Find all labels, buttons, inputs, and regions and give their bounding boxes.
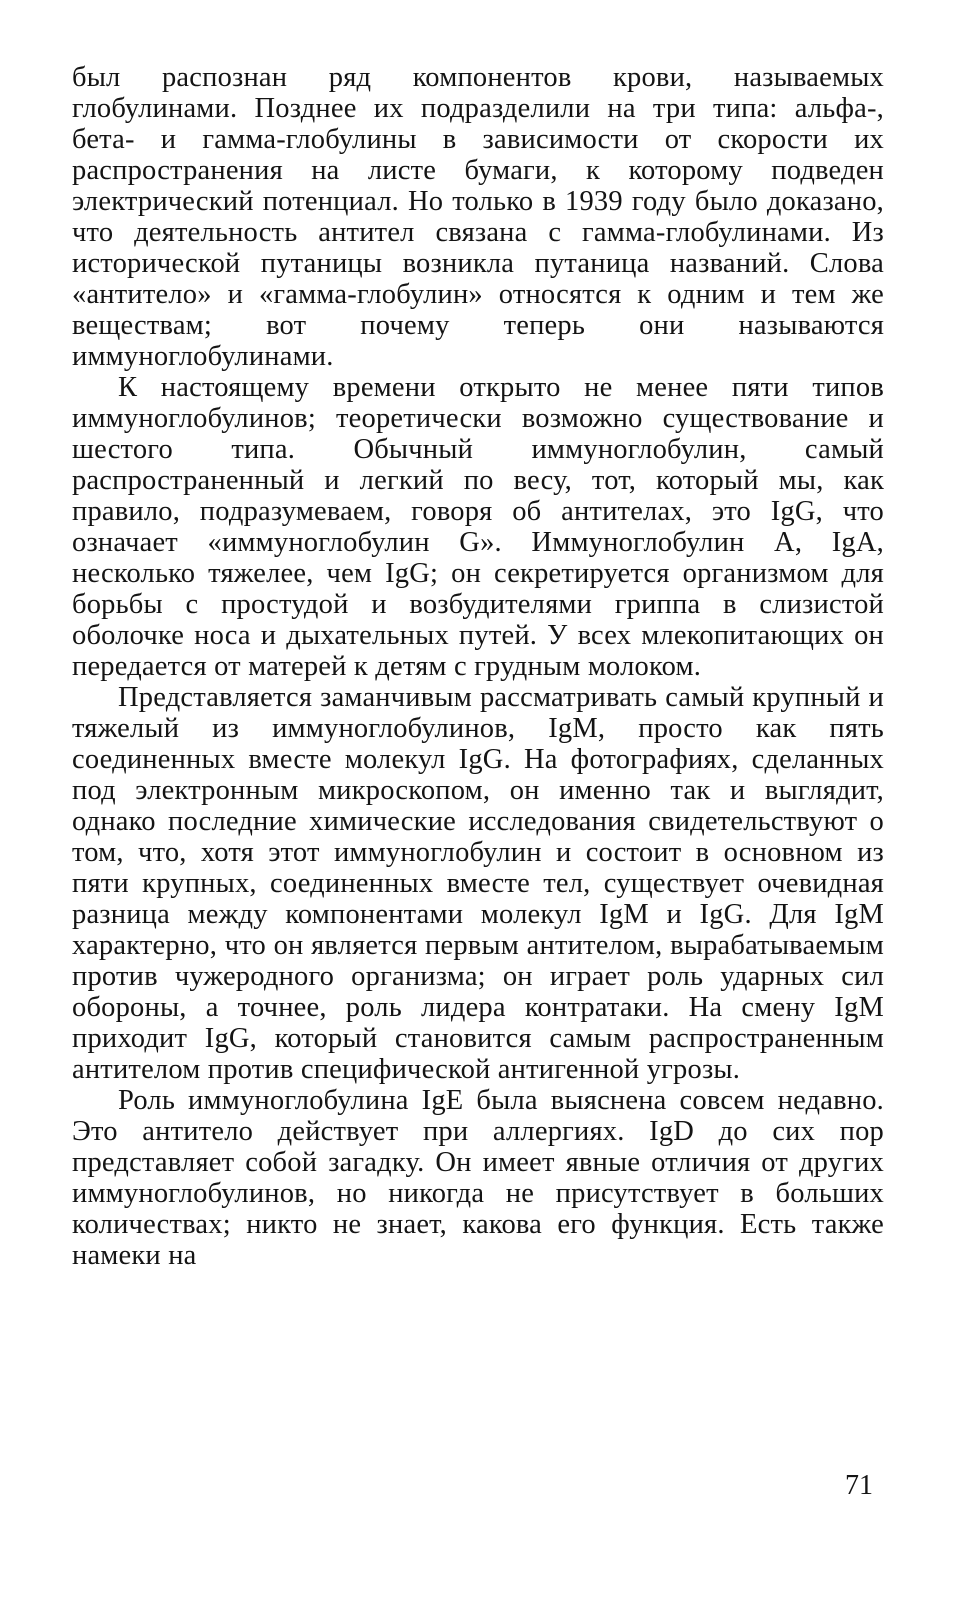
paragraph-3: Представляется заманчивым рассматривать самый крупный и тяжелый из иммуноглобулинов, IgM, просто как пять соединенных вместе молекул IgG. На фотографиях, сделанных под электронным микроскопом, он именно так и выглядит, однако последние химические исследования свидетельствуют о том, что, хотя этот иммуноглобулин и состоит в основном из пяти крупных, соединенных вместе тел, существует очевидная разница между компонентами молекул IgM и IgG. Для IgM характерно, что он является первым антителом, вырабатываемым против чужеродного организма; он играет роль ударных сил обороны, а точнее, роль лидера контратаки. На смену IgM приходит IgG, который становится самым распространенным антителом против специфической антигенной угрозы. bbox=[72, 682, 884, 1085]
page-body bbox=[72, 62, 884, 1271]
paragraph-4: Роль иммуноглобулина IgE была выяснена совсем недавно. Это антитело действует при аллергиях. IgD до сих пор представляет собой загадку. Он имеет явные отличия от других иммуноглобулинов, но никогда не присутствует в больших количествах; никто не знает, какова его функция. Есть также намеки на bbox=[72, 1085, 884, 1271]
paragraph-1: был распознан ряд компонентов крови, называемых глобулинами. Позднее их подразделили на три типа: альфа-, бета- и гамма-глобулины в зависимости от скорости их распространения на листе бумаги, к которому подведен электрический потенциал. Но только в 1939 году было доказано, что деятельность антител связана с гамма-глобулинами. Из исторической путаницы возникла путаница названий. Слова «антитело» и «гамма-глобулин» относятся к одним и тем же веществам; вот почему теперь они называются иммуноглобулинами. bbox=[72, 62, 884, 372]
paragraph-2: К настоящему времени открыто не менее пяти типов иммуноглобулинов; теоретически возможно существование и шестого типа. Обычный иммуноглобулин, самый распространенный и легкий по весу, тот, который мы, как правило, подразумеваем, говоря об антителах, это IgG, что означает «иммуноглобулин G». Иммуноглобулин A, IgA, несколько тяжелее, чем IgG; он секретируется организмом для борьбы с простудой и возбудителями гриппа в слизистой оболочке носа и дыхательных путей. У всех млекопитающих он передается от матерей к детям с грудным молоком. bbox=[72, 372, 884, 682]
page-number: 71 bbox=[845, 1470, 873, 1501]
